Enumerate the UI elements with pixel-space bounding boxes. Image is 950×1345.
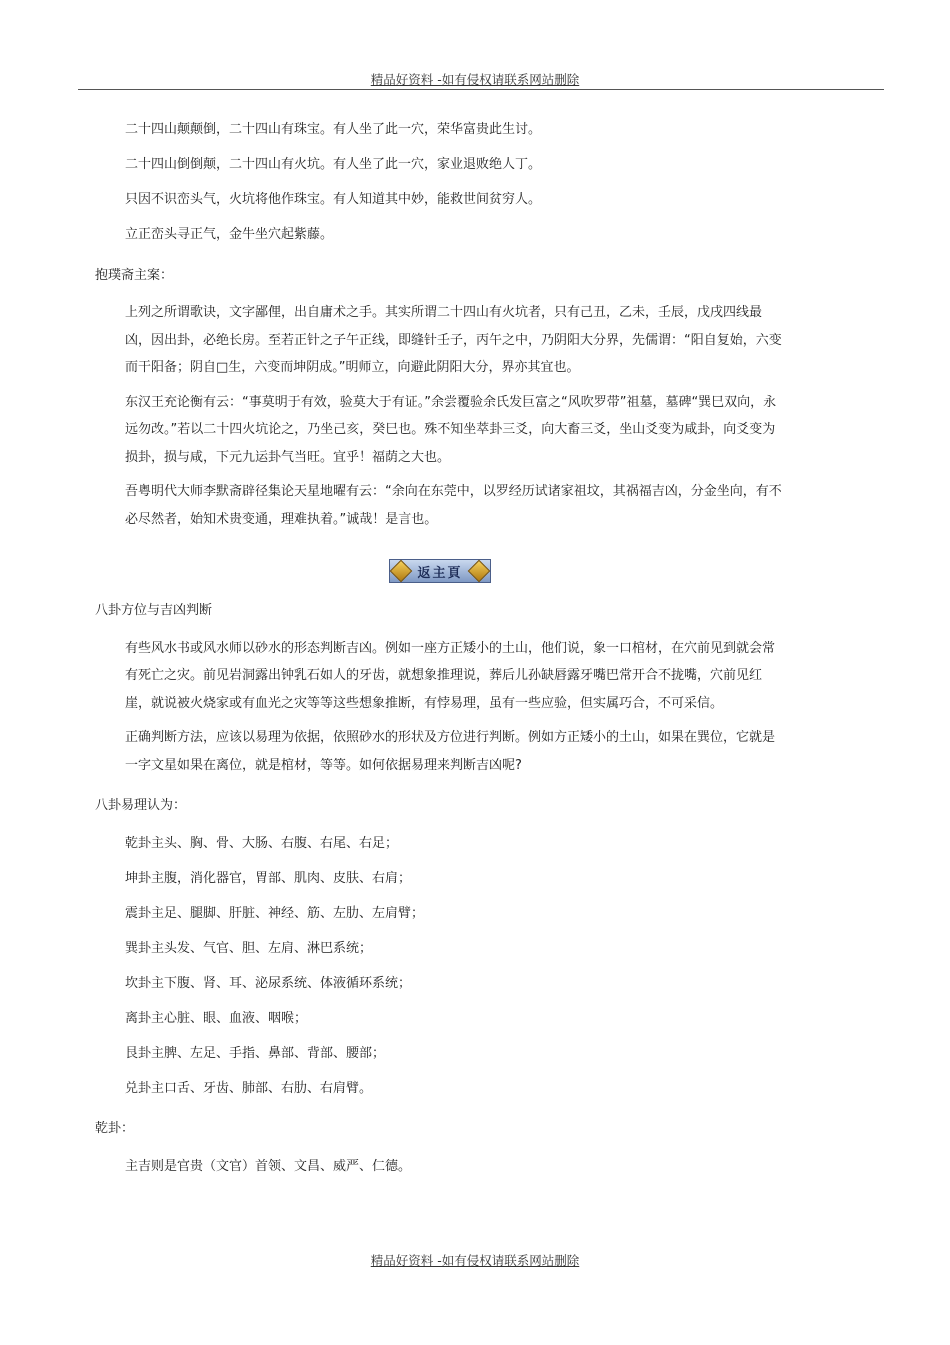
document-body	[95, 116, 785, 1188]
bagua-heading: 八卦易理认为：	[95, 798, 187, 813]
home-button-wrapper	[95, 559, 785, 587]
home-button[interactable]	[389, 559, 491, 583]
section2-block	[125, 635, 785, 780]
qian-block	[125, 1153, 785, 1181]
bagua-item: 兑卦主口舌、牙齿、肺部、右肋、右肩臂。	[125, 1080, 373, 1096]
poem-line: 只因不识峦头气，火坑将他作珠宝。有人知道其中妙，能救世间贫穷人。	[125, 192, 542, 207]
commentary-paragraph: 东汉王充论衡有云：“事莫明于有效，验莫大于有证。”余尝覆验余氏发巨富之“风吹罗带”祖墓，墓碑“巽巳双向，永远勿改。”若以二十四火坑论之，乃坐己亥，癸巳也。殊不知坐萃卦三爻，向大畜三爻，坐山爻变为咸卦，向爻变为损卦，损与咸，下元九运卦气当旺。宜乎！福荫之大也。	[125, 394, 777, 465]
page-header	[0, 70, 950, 88]
bagua-item: 巽卦主头发、气官、胆、左肩、淋巴系统；	[125, 940, 373, 956]
header-rule	[78, 89, 884, 90]
qian-heading: 乾卦：	[95, 1121, 135, 1136]
bagua-item: 离卦主心脏、眼、血液、咽喉；	[125, 1010, 308, 1026]
bagua-item: 艮卦主脾、左足、手指、鼻部、背部、腰部；	[125, 1045, 386, 1061]
qian-item: 主吉则是官贵（文官）首领、文昌、威严、仁德。	[125, 1158, 412, 1174]
section2-paragraph: 有些风水书或风水师以砂水的形态判断吉凶。例如一座方正矮小的土山，他们说，象一口棺材，在穴前见到就会常有死亡之灾。前见岩洞露出钟乳石如人的牙齿，就想象推理说，葬后儿孙缺唇露牙嘴巴常开合不拢嘴，穴前见红崖，就说被火烧家或有血光之灾等等这些想象推断，有悖易理，虽有一些应验，但实属巧合，不可采信。	[125, 640, 776, 711]
bagua-item: 坤卦主腹，消化器官，胃部、肌肉、皮肤、右肩；	[125, 870, 412, 886]
bagua-list	[125, 830, 785, 1103]
poem-line: 立正峦头寻正气，金牛坐穴起紫藤。	[125, 227, 334, 242]
poem-block	[125, 116, 785, 249]
section-heading: 八卦方位与吉凶判断	[95, 603, 213, 618]
commentary-paragraph: 吾粤明代大师李默斋辟径集论天星地曜有云：“余向在东莞中，以罗经历试诸家祖坟，其祸福吉凶，分金坐向，有不必尽然者，始知术贵变通，理难执着。”诚哉！是言也。	[125, 484, 782, 527]
header-text: 精品好资料 -如有侵权请联系网站删除	[370, 72, 580, 87]
section2-paragraph: 正确判断方法，应该以易理为依据，依照砂水的形状及方位进行判断。例如方正矮小的土山，如果在巽位，它就是一字文星如果在离位，就是棺材，等等。如何依据易理来判断吉凶呢?	[125, 730, 776, 773]
bagua-item: 震卦主足、腿脚、肝脏、神经、筋、左肋、左肩臂；	[125, 905, 425, 921]
home-button-label: 返主頁	[417, 566, 463, 581]
commentary-heading: 抱璞斋主案：	[95, 267, 174, 283]
footer-text: 精品好资料 -如有侵权请联系网站删除	[370, 1253, 580, 1268]
bagua-item: 乾卦主头、胸、骨、大肠、右腹、右尾、右足；	[125, 835, 399, 851]
commentary-block	[125, 299, 785, 533]
commentary-paragraph: 上列之所谓歌诀，文字鄙俚，出自庸术之手。其实所谓二十四山有火坑者，只有己丑，乙未，壬辰，戊戌四线最凶，因出卦，必绝长房。至若正针之子午正线，即缝针壬子，丙午之中，乃阴阳大分界，先儒谓：“阳自复始，六变而干阳备；阴自□生，六变而坤阴成。”明师立，向避此阴阳大分，界亦其宜也。	[125, 305, 782, 375]
bagua-item: 坎卦主下腹、肾、耳、泌尿系统、体液循环系统；	[125, 975, 412, 991]
poem-line: 二十四山倒倒颠，二十四山有火坑。有人坐了此一穴，家业退败绝人丁。	[125, 157, 542, 172]
poem-line: 二十四山颠颠倒，二十四山有珠宝。有人坐了此一穴，荣华富贵此生讨。	[125, 122, 542, 137]
page-footer	[0, 1251, 950, 1269]
